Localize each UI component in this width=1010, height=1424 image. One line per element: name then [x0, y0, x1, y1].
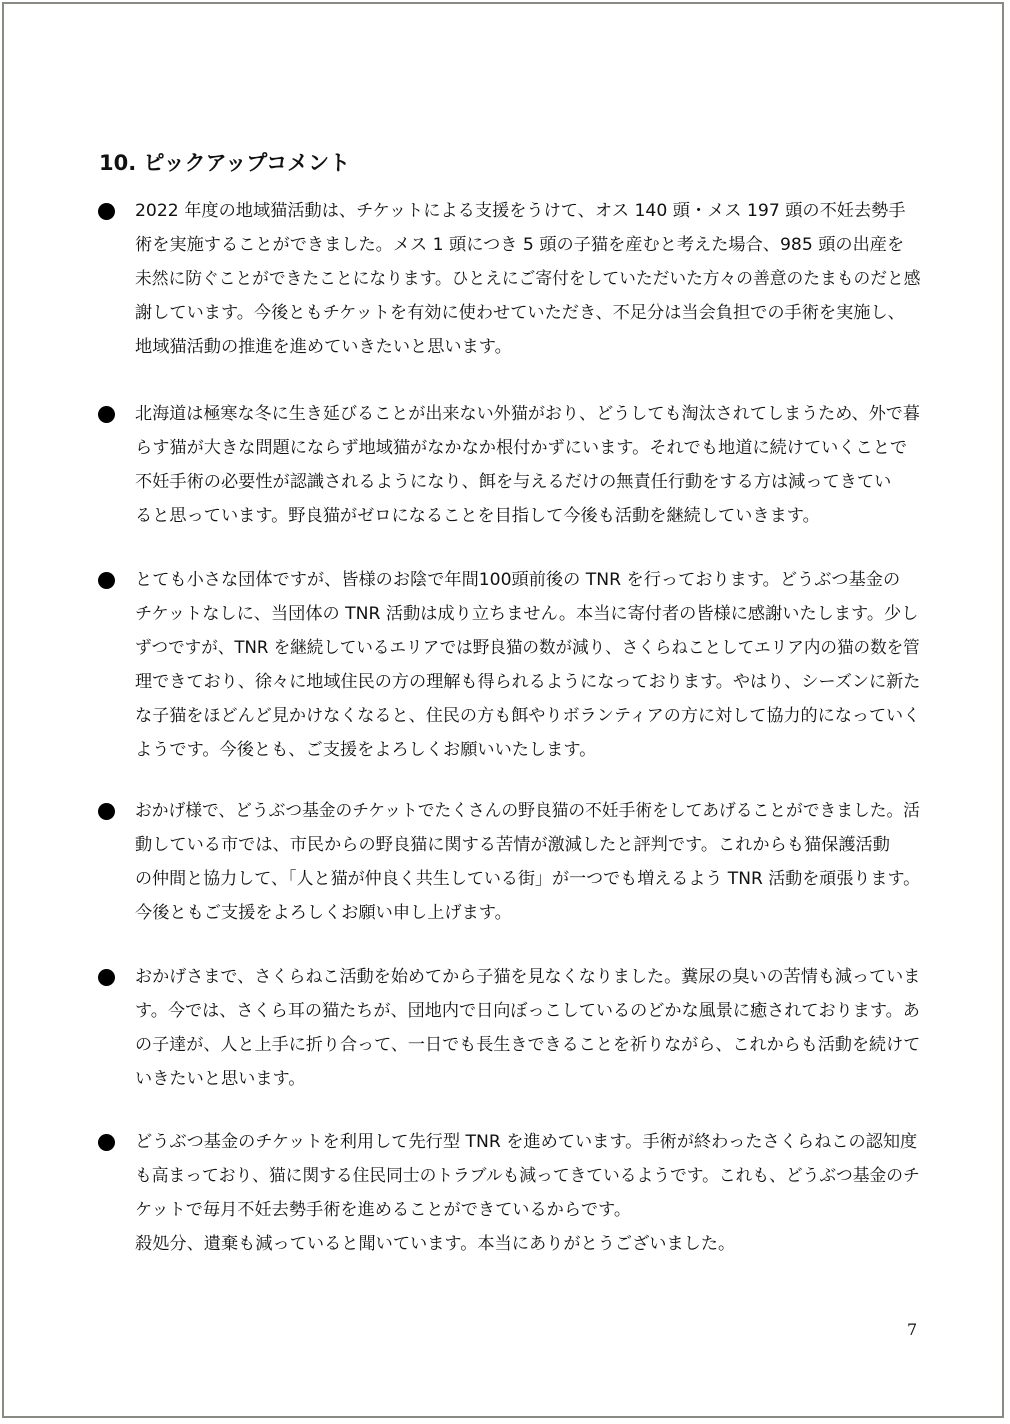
comment-line: ずつですが、TNR を継続しているエリアでは野良猫の数が減り、さくらねことしてエリア内の猫の数を管: [135, 638, 920, 658]
comment-line: 謝しています。今後ともチケットを有効に使わせていただき、不足分は当会負担での手術を実施し、: [135, 303, 905, 323]
comment-line: 理できており、徐々に地域住民の方の理解も得られるようになっております。やはり、シーズンに新た: [135, 672, 921, 692]
comment-line: とても小さな団体ですが、皆様のお陰で年間100頭前後の TNR を行っております。どうぶつ基金の: [135, 570, 901, 590]
comment-line: いきたいと思います。: [135, 1069, 306, 1089]
section-title: 10. ピックアップコメント: [99, 151, 351, 175]
comment-line: 地域猫活動の推進を進めていきたいと思います。: [135, 337, 512, 357]
bullet-icon: [98, 572, 115, 589]
comment-line: おかげさまで、さくらねこ活動を始めてから子猫を見なくなりました。糞尿の臭いの苦情も減っていま: [135, 967, 921, 987]
comment-line: も高まっており、猫に関する住民同士のトラブルも減ってきているようです。これも、どうぶつ基金のチ: [135, 1166, 920, 1186]
page: [2, 2, 1004, 1418]
comment-line: 殺処分、遺棄も減っていると聞いています。本当にありがとうございました。: [135, 1234, 736, 1254]
comment-line: 動している市では、市民からの野良猫に関する苦情が激減したと評判です。これからも猫保護活動: [135, 835, 890, 855]
bullet-icon: [98, 203, 115, 220]
bullet-icon: [98, 1134, 115, 1151]
comment-line: ようです。今後とも、ご支援をよろしくお願いいたします。: [135, 740, 597, 760]
comment-line: 北海道は極寒な冬に生き延びることが出来ない外猫がおり、どうしても淘汰されてしまうため、外で暮: [135, 404, 920, 424]
comment-line: な子猫をほどんど見かけなくなると、住民の方も餌やりボランティアの方に対して協力的になっていく: [135, 706, 921, 726]
comment-line: チケットなしに、当団体の TNR 活動は成り立ちません。本当に寄付者の皆様に感謝いたします。少し: [135, 604, 919, 624]
bullet-icon: [98, 406, 115, 423]
comment-line: 未然に防ぐことができたことになります。ひとえにご寄付をしていただいた方々の善意のたまものだと感: [135, 269, 921, 289]
comment-line: す。今では、さくら耳の猫たちが、団地内で日向ぼっこしているのどかな風景に癒されております。あ: [135, 1001, 920, 1021]
comment-line: おかげ様で、どうぶつ基金のチケットでたくさんの野良猫の不妊手術をしてあげることができました。活: [135, 801, 920, 821]
comment-line: らす猫が大きな問題にならず地域猫がなかなか根付かずにいます。それでも地道に続けていくことで: [135, 438, 908, 458]
bullet-icon: [98, 969, 115, 986]
comment-line: 不妊手術の必要性が認識されるようになり、餌を与えるだけの無責任行動をする方は減ってきてい: [135, 472, 892, 492]
comment-line: ると思っています。野良猫がゼロになることを目指して今後も活動を継続していきます。: [135, 506, 820, 526]
comment-line: の子達が、人と上手に折り合って、一日でも長生きできることを祈りながら、これからも活動を続けて: [135, 1035, 921, 1055]
comment-line: 2022 年度の地域猫活動は、チケットによる支援をうけて、オス 140 頭・メス 197 頭の不妊去勢手: [135, 201, 906, 221]
comment-line: どうぶつ基金のチケットを利用して先行型 TNR を進めています。手術が終わったさくらねこの認知度: [135, 1132, 918, 1152]
comment-line: の仲間と協力して、「人と猫が仲良く共生している街」が一つでも増えるよう TNR 活動を頑張ります。: [135, 869, 921, 889]
comment-line: ケットで毎月不妊去勢手術を進めることができているからです。: [135, 1200, 632, 1220]
page-number: 7: [907, 1320, 918, 1339]
comment-line: 術を実施することができました。メス 1 頭につき 5 頭の子猫を産むと考えた場合、985 頭の出産を: [135, 235, 905, 255]
comment-line: 今後ともご支援をよろしくお願い申し上げます。: [135, 903, 512, 923]
bullet-icon: [98, 803, 115, 820]
